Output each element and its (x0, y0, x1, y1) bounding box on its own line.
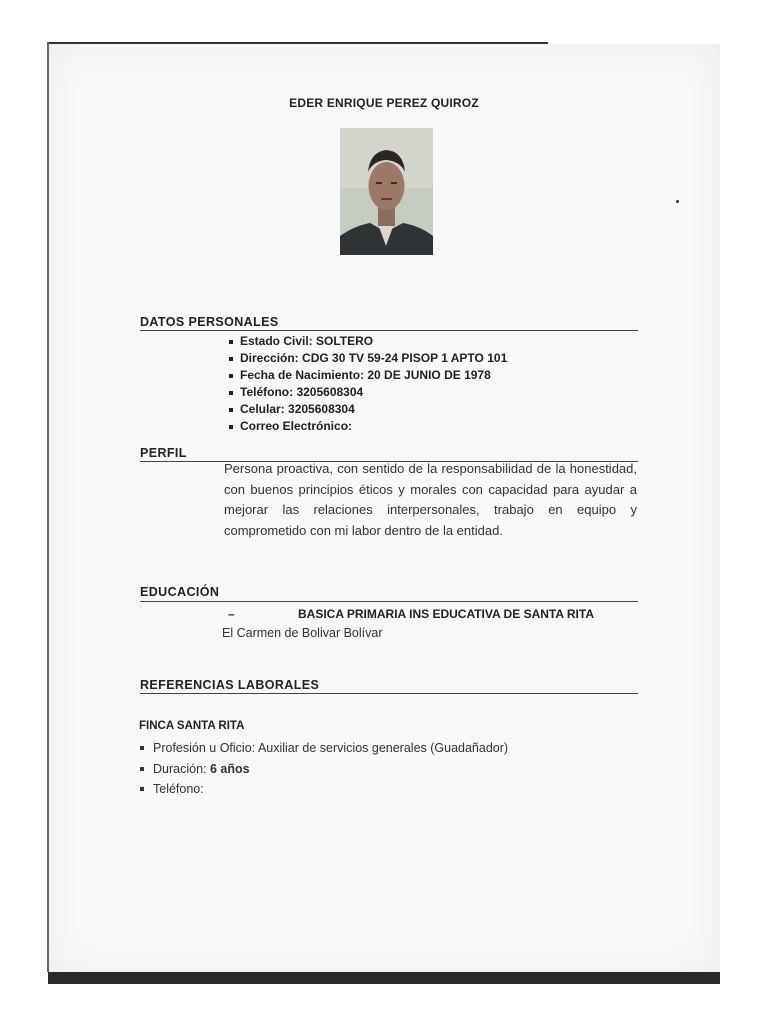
education-school: BASICA PRIMARIA INS EDUCATIVA DE SANTA RITA (298, 607, 594, 621)
section-rule (140, 693, 638, 694)
education-dash: – (228, 607, 235, 621)
person-photo-icon (340, 128, 433, 255)
section-rule (140, 601, 638, 602)
education-place: El Carmen de Bolivar Bolívar (222, 626, 383, 640)
list-item: Teléfono: 3205608304 (228, 384, 507, 401)
scan-left-edge (47, 42, 49, 972)
list-item: Celular: 3205608304 (228, 401, 507, 418)
section-title-profile: PERFIL (140, 446, 187, 460)
section-title-personal: DATOS PERSONALES (140, 315, 279, 329)
section-rule (140, 330, 638, 331)
list-item: Profesión u Oficio: Auxiliar de servicios generales (Guadañador) (139, 738, 508, 759)
list-item: Teléfono: (139, 779, 508, 800)
scan-speck (676, 200, 679, 203)
applicant-name: EDER ENRIQUE PEREZ QUIROZ (289, 96, 479, 110)
scan-top-edge (48, 42, 548, 44)
scan-bottom-edge (48, 972, 720, 984)
list-item: Dirección: CDG 30 TV 59-24 PISOP 1 APTO 101 (228, 350, 507, 367)
profile-text: Persona proactiva, con sentido de la responsabilidad de la honestidad, con buenos principios éticos y morales con capacidad para ayudar a mejorar las relaciones interpersonales, trabajo en equipo y comprometido con mi labor dentro de la entidad. (224, 461, 637, 538)
section-title-education: EDUCACIÓN (140, 585, 220, 599)
applicant-photo (340, 128, 433, 255)
reference-company: FINCA SANTA RITA (139, 720, 245, 732)
list-item: Estado Civil: SOLTERO (228, 333, 507, 350)
list-item: Duración: 6 años (139, 759, 508, 780)
personal-data-list (228, 333, 507, 435)
list-item: Correo Electrónico: (228, 418, 507, 435)
list-item: Fecha de Nacimiento: 20 DE JUNIO DE 1978 (228, 367, 507, 384)
section-title-references: REFERENCIAS LABORALES (140, 678, 320, 692)
reference-list (139, 738, 508, 800)
